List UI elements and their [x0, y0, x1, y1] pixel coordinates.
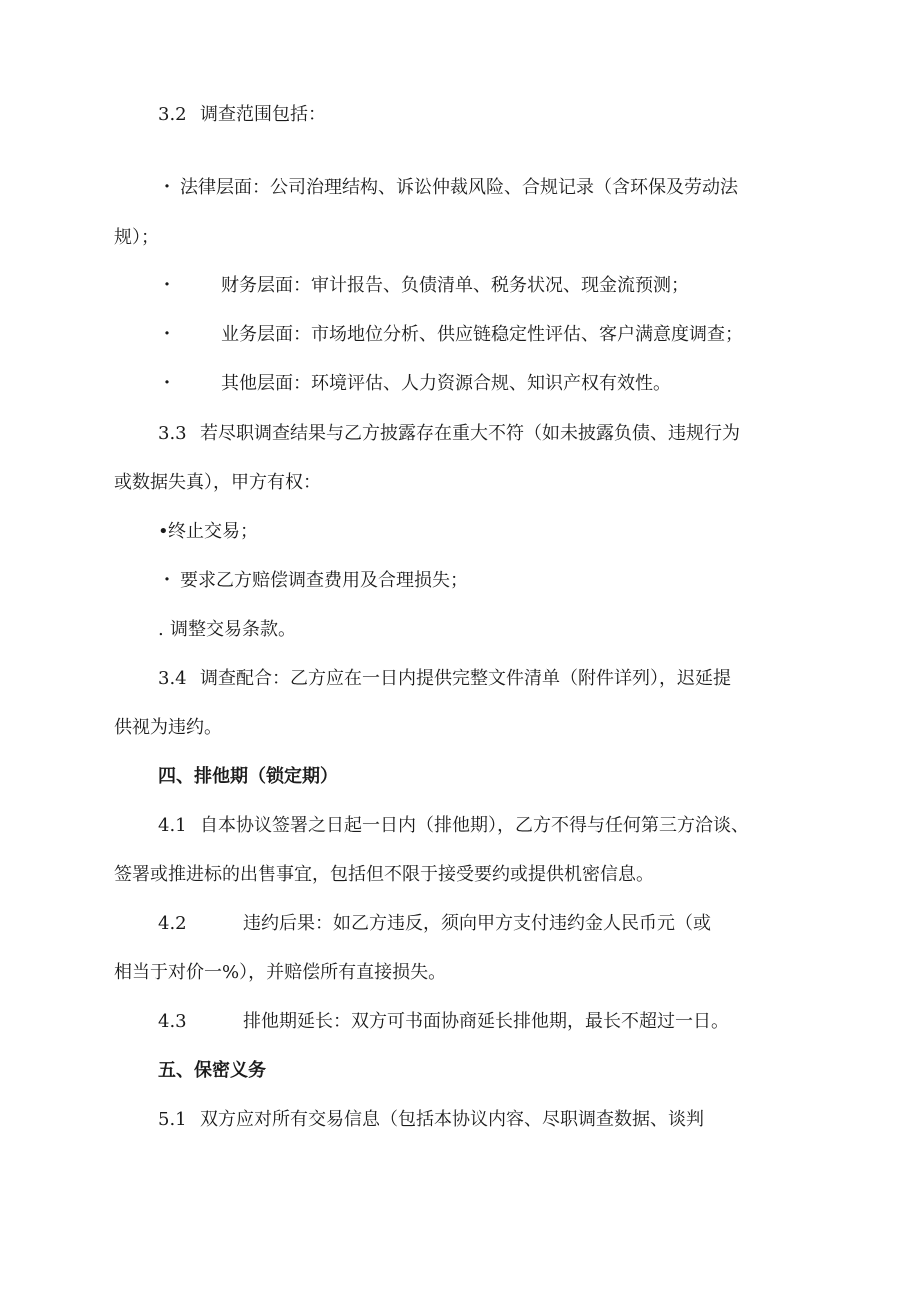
right-terminate: 终止交易；: [168, 521, 258, 542]
clause-4-1-line2: 签署或推进标的出售事宜，包括但不限于接受要约或提供机密信息。: [114, 864, 654, 885]
clause-3-4-line2: 供视为违约。: [114, 717, 222, 738]
clause-4-1-line1: 自本协议签署之日起一日内（排他期），乙方不得与任何第三方洽谈、: [200, 815, 749, 836]
scope-other: 其他层面：环境评估、人力资源合规、知识产权有效性。: [221, 373, 671, 394]
clause-number-4-3: 4.3: [158, 1011, 187, 1032]
clause-number-3-2: 3.2: [158, 104, 187, 125]
clause-5-1-text: 双方应对所有交易信息（包括本协议内容、尽职调查数据、谈判: [200, 1109, 704, 1130]
bullet-finance: ・: [158, 275, 176, 296]
clause-number-5-1: 5.1: [158, 1109, 187, 1130]
clause-4-3-text: 排他期延长：双方可书面协商延长排他期，最长不超过一日。: [243, 1011, 729, 1032]
clause-3-3-line1: 若尽职调查结果与乙方披露存在重大不符（如未披露负债、违规行为: [200, 423, 740, 444]
bullet-business: ・: [158, 324, 176, 345]
clause-number-4-1: 4.1: [158, 815, 187, 836]
bullet-compensation: ・: [158, 570, 176, 591]
clause-number-3-3: 3.3: [158, 423, 187, 444]
clause-4-2-line1: 违约后果：如乙方违反，须向甲方支付违约金人民币元（或: [243, 913, 711, 934]
bullet-legal: ・: [158, 177, 176, 198]
bullet-other: ・: [158, 373, 176, 394]
clause-4-2-line2: 相当于对价一%），并赔偿所有直接损失。: [114, 962, 447, 983]
clause-3-3-line2: 或数据失真），甲方有权：: [114, 472, 321, 493]
clause-number-4-2: 4.2: [158, 913, 187, 934]
bullet-adjust: .: [158, 619, 164, 640]
section-5-heading: 五、保密义务: [158, 1060, 266, 1081]
section-4-heading: 四、排他期（锁定期）: [158, 766, 338, 787]
scope-business: 业务层面：市场地位分析、供应链稳定性评估、客户满意度调查；: [221, 324, 743, 345]
scope-legal-line2: 规）；: [114, 227, 159, 248]
scope-finance: 财务层面：审计报告、负债清单、税务状况、现金流预测；: [221, 275, 689, 296]
right-adjust: 调整交易条款。: [170, 619, 296, 640]
clause-3-2-text: 调查范围包括：: [200, 104, 326, 125]
scope-legal-line1: 法律层面：公司治理结构、诉讼仲裁风险、合规记录（含环保及劳动法: [180, 177, 738, 198]
clause-number-3-4: 3.4: [158, 668, 187, 689]
bullet-terminate: •: [158, 521, 169, 542]
clause-3-4-line1: 调查配合：乙方应在一日内提供完整文件清单（附件详列），迟延提: [200, 668, 731, 689]
right-compensation: 要求乙方赔偿调查费用及合理损失；: [180, 570, 468, 591]
